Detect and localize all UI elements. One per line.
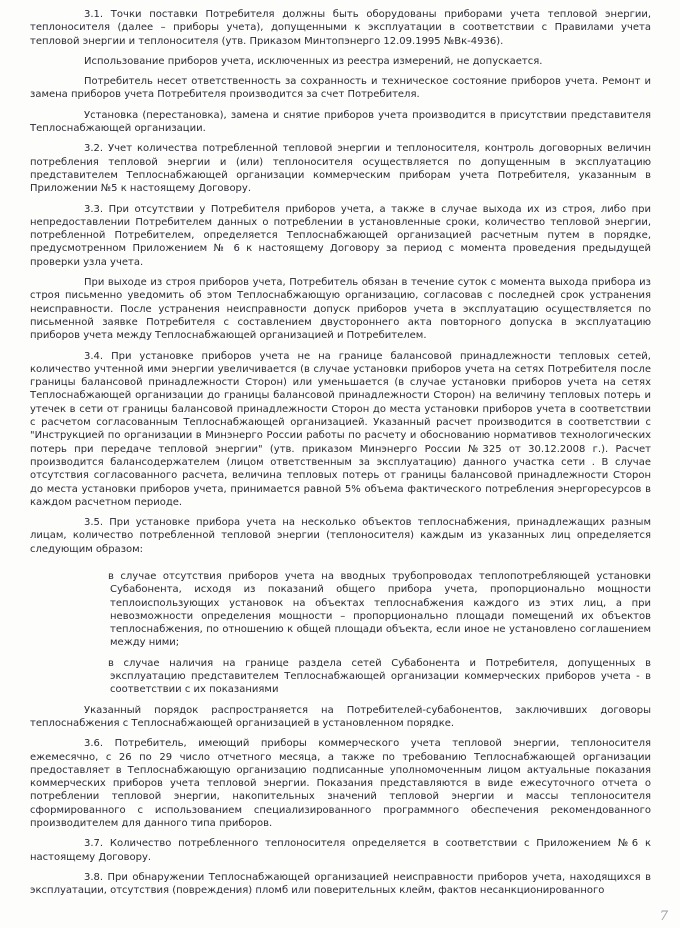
paragraph-3-7: 3.7. Количество потребленного теплоносителя определяется в соответствии с Приложением №6 к настоящему Договору.	[30, 838, 651, 863]
paragraph-3-6: 3.6. Потребитель, имеющий приборы коммерческого учета тепловой энергии, теплоносителя ежемесячно, с 26 по 29 число отчетного месяца, а также по требованию Теплоснабжающей организации предоставляет в Теплоснабжающую организацию подписанные уполномоченным лицом актуальные показания коммерческих приборов учета тепловой энергии. Показания представляются в виде ежесуточного отчета о потреблении тепловой энергии, накопительных значений тепловой энергии и массы теплоносителя сформированного с использованием специализированного программного обеспечения рекомендованного производителем для данного типа приборов.	[30, 738, 651, 830]
paragraph-3-1: 3.1. Точки поставки Потребителя должны быть оборудованы приборами учета тепловой энергии, теплоносителя (далее – приборы учета), допущенными к эксплуатации в соответствии с Правилами учета тепловой энергии и теплоносителя (утв. Приказом Минтопэнерго 12.09.1995 №Вк-4936).	[30, 9, 651, 47]
list-item: в случае отсутствия приборов учета на вводных трубопроводах теплопотребляющей установки Субабонента, исходя из показаний общего прибора учета, пропорционально мощности теплоиспользующих установок на объектах теплоснабжения каждого из этих лиц, а при невозможности определения мощности – пропорционально площади помещений их объектов теплоснабжения, по отношению к общей площади объекта, если иное не установлено соглашением между ними;	[108, 570, 651, 649]
paragraph-installation: Установка (перестановка), замена и снятие приборов учета производится в присутствии представителя Теплоснабжающей организации.	[30, 109, 651, 135]
paragraph-3-3: 3.3. При отсутствии у Потребителя приборов учета, а также в случае выхода их из строя, либо при непредоставлении Потребителем данных о потреблении в установленные сроки, количество тепловой энергии, потребленной Потребителем, определяется Теплоснабжающей организацией расчетным путем в порядке, предусмотренном Приложением № 6 к настоящему Договору за период с момента проведения предыдущей проверки узла учета.	[30, 203, 651, 268]
paragraph-responsibility: Потребитель несет ответственность за сохранность и техническое состояние приборов учета. Ремонт и замена приборов учета Потребителя производится за счет Потребителя.	[30, 76, 651, 101]
paragraph-subscribers: Указанный порядок распространяется на Потребителей-субабонентов, заключивших договоры теплоснабжения с Теплоснабжающей организацией в установленном порядке.	[30, 704, 651, 729]
list-item: в случае наличия на границе раздела сетей Субабонента и Потребителя, допущенных в эксплуатацию представителем Теплоснабжающей организации коммерческих приборов учета - в соответствии с их показаниями	[108, 657, 651, 696]
document-page	[30, 8, 651, 905]
paragraph-3-5: 3.5. При установке прибора учета на несколько объектов теплоснабжения, принадлежащих разным лицам, количество потребленной тепловой энергии (теплоносителя) каждым из указанных лиц определяется следующим образом:	[30, 517, 651, 555]
page-number: 7	[659, 909, 668, 924]
paragraph-3-2: 3.2. Учет количества потребленной тепловой энергии и теплоносителя, контроль договорных величин потребления тепловой энергии и (или) теплоносителя осуществляется по допущенным в эксплуатацию представителем Теплоснабжающей организации коммерческим приборам учета Потребителя, указанным в Приложении №5 к настоящему Договору.	[30, 143, 651, 195]
paragraph-failure: При выходе из строя приборов учета, Потребитель обязан в течение суток с момента выхода прибора из строя письменно уведомить об этом Теплоснабжающую организацию, согласовав с последней срок устранения неисправности. После устранения неисправности допуск приборов учета в эксплуатацию осуществляется по письменной заявке Потребителя с составлением двустороннего акта повторного допуска в эксплуатацию приборов учета между Теплоснабжающей организацией и Потребителем.	[30, 277, 651, 342]
paragraph-3-8: 3.8. При обнаружении Теплоснабжающей организацией неисправности приборов учета, находящихся в эксплуатации, отсутствия (повреждения) пломб или поверительных клейм, фактов несанкционированного	[30, 871, 651, 897]
paragraph-registry: Использование приборов учета, исключенных из реестра измерений, не допускается.	[84, 55, 543, 67]
paragraph-3-4: 3.4. При установке приборов учета не на границе балансовой принадлежности тепловых сетей, количество учтенной ими энергии увеличивается (в случае установки приборов учета на сетях Потребителя после границы балансовой принадлежности Сторон) или уменьшается (в случае установки приборов учета на сетях Теплоснабжающей организации до границы балансовой принадлежности Сторон) на величину тепловых потерь и утечек в сети от границы балансовой принадлежности Сторон до места установки приборов учета в соответствии с расчетом согласованным Теплоснабжающей организацией. Указанный расчет производится в соответствии с "Инструкцией по организации в Минэнерго России работы по расчету и обоснованию нормативов технологических потерь при передаче тепловой энергии" (утв. приказом Минэнерго России №325 от 30.12.2008 г.). Расчет производится балансодержателем (лицом ответственным за эксплуатацию) данного участка сети . В случае отсутствия согласованного расчета, величина тепловых потерь от границы балансовой принадлежности Сторон до места установки приборов учета, принимается равной 5% объема фактического потребления энергоресурсов в каждом расчетном периоде.	[30, 350, 651, 508]
